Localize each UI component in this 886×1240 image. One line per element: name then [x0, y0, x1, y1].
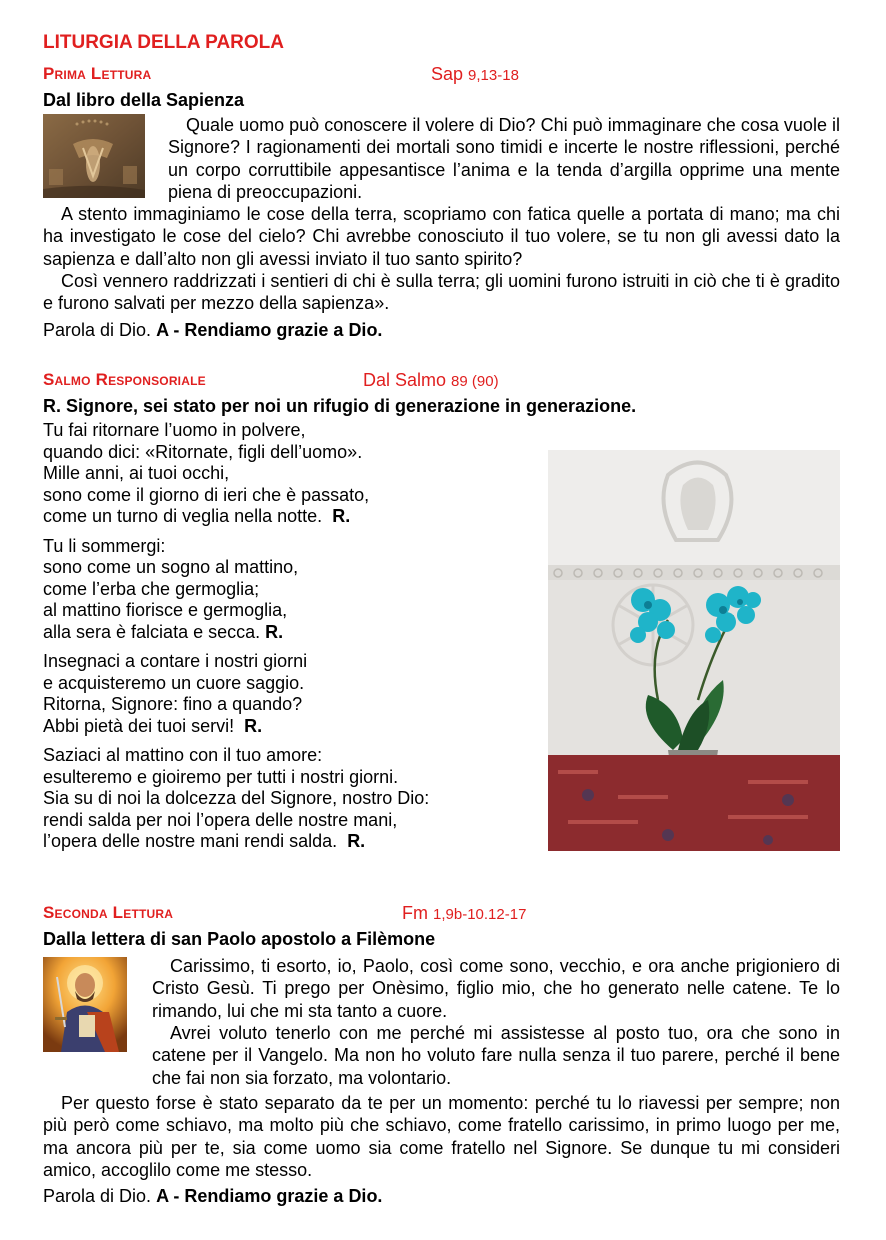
psalm-line: Ritorna, Signore: fino a quando?: [43, 694, 303, 714]
second-reading-source: Dalla lettera di san Paolo apostolo a Filèmone: [43, 929, 436, 949]
psalm-stanzas: [43, 420, 543, 861]
psalm-stanza-3: [43, 651, 543, 737]
psalm-line: quando dici: «Ritornate, figli dell’uomo».: [43, 441, 363, 462]
psalm-stanza-1: [43, 420, 543, 528]
wisdom-relief-image: [43, 114, 145, 198]
psalm-line: Tu li sommergi:: [43, 535, 166, 556]
psalm-line: Tu fai ritornare l’uomo in polvere,: [43, 420, 306, 440]
psalm-line: sono come il giorno di ieri che è passato,: [43, 484, 370, 505]
second-reading-conclusion: Parola di Dio. A - Rendiamo grazie a Dio.: [43, 1186, 383, 1206]
psalm-line: l’opera delle nostre mani rendi salda. R.: [43, 831, 366, 851]
psalm-line: Saziaci al mattino con il tuo amore:: [43, 745, 323, 765]
second-reading-ref: Fm 1,9b-10.12-17: [402, 903, 527, 923]
psalm-ref: Dal Salmo 89 (90): [363, 370, 499, 390]
psalm-line: al mattino fiorisce e germoglia,: [43, 600, 288, 620]
first-reading-paragraph-2: A stento immaginiamo le cose della terra, scopriamo con fatica quelle a portata di mano; ma chi ha investigato le cose del cielo? Chi avrebbe conosciuto il tuo volere, se tu non gli avessi dato la sapienza e dall’alto non gli avessi inviato il tuo santo spirito?: [43, 204, 840, 269]
psalm-line: sono come un sogno al mattino,: [43, 557, 299, 577]
second-reading-label: Seconda Lettura: [43, 903, 174, 922]
psalm-line: Abbi pietà dei tuoi servi! R.: [43, 715, 263, 736]
second-reading-paragraph-3: Per questo forse è stato separato da te per un momento: perché tu lo riavessi per sempre; non più però come schiavo, ma molto più che schiavo, come fratello carissimo, in primo luogo per me, ma ancora più per te, sia come uomo sia come fratello nel Signore. Se dunque tu mi consideri amico, accoglilo come me stesso.: [43, 1093, 840, 1181]
second-reading-paragraph-1: Carissimo, ti esorto, io, Paolo, così come sono, vecchio, e ora anche prigioniero di Cristo Gesù. Ti prego per Onèsimo, figlio mio, che ho generato nelle catene. Te lo rimando, lui che mi sta tanto a cuore.: [152, 956, 840, 1021]
psalm-line: esulteremo e gioiremo per tutti i nostri giorni.: [43, 766, 399, 787]
psalm-line: e acquisteremo un cuore saggio.: [43, 672, 305, 693]
psalm-label: Salmo Responsoriale: [43, 370, 206, 389]
first-reading-paragraph-1: Quale uomo può conoscere il volere di Dio? Chi può immaginare che cosa vuole il Signore? I ragionamenti dei mortali sono timidi e incerte le nostre riflessioni, perché un corpo corruttibile appesantisce l’anima e la tenda d’argilla opprime una mente piena di preoccupazioni.: [168, 115, 840, 203]
psalm-line: alla sera è falciata e secca. R.: [43, 621, 284, 642]
psalm-line: come l’erba che germoglia;: [43, 578, 260, 599]
psalm-line: rendi salda per noi l’opera delle nostre mani,: [43, 809, 398, 830]
orchid-photo: [548, 450, 840, 851]
page-heading: LITURGIA DELLA PAROLA: [43, 32, 284, 53]
second-reading-paragraph-2: Avrei voluto tenerlo con me perché mi assistesse al posto tuo, ora che sono in catene per il Vangelo. Ma non ho voluto fare nulla senza il tuo parere, perché il bene che fai non sia forzato, ma volontario.: [152, 1023, 840, 1088]
psalm-stanza-2: [43, 536, 543, 644]
first-reading-ref: Sap 9,13-18: [431, 64, 519, 84]
first-reading-label: Prima Lettura: [43, 64, 152, 83]
psalm-line: Sia su di noi la dolcezza del Signore, nostro Dio:: [43, 788, 430, 808]
first-reading-conclusion: Parola di Dio. A - Rendiamo grazie a Dio.: [43, 320, 383, 340]
psalm-refrain: R. Signore, sei stato per noi un rifugio di generazione in generazione.: [43, 396, 637, 416]
first-reading-paragraph-3: Così vennero raddrizzati i sentieri di chi è sulla terra; gli uomini furono istruiti in ciò che ti è gradito e furono salvati per mezzo della sapienza».: [43, 271, 840, 314]
psalm-stanza-4: [43, 745, 543, 853]
first-reading-source: Dal libro della Sapienza: [43, 90, 245, 110]
psalm-line: Insegnaci a contare i nostri giorni: [43, 651, 308, 671]
psalm-line: Mille anni, ai tuoi occhi,: [43, 463, 230, 483]
psalm-line: come un turno di veglia nella notte. R.: [43, 506, 351, 526]
